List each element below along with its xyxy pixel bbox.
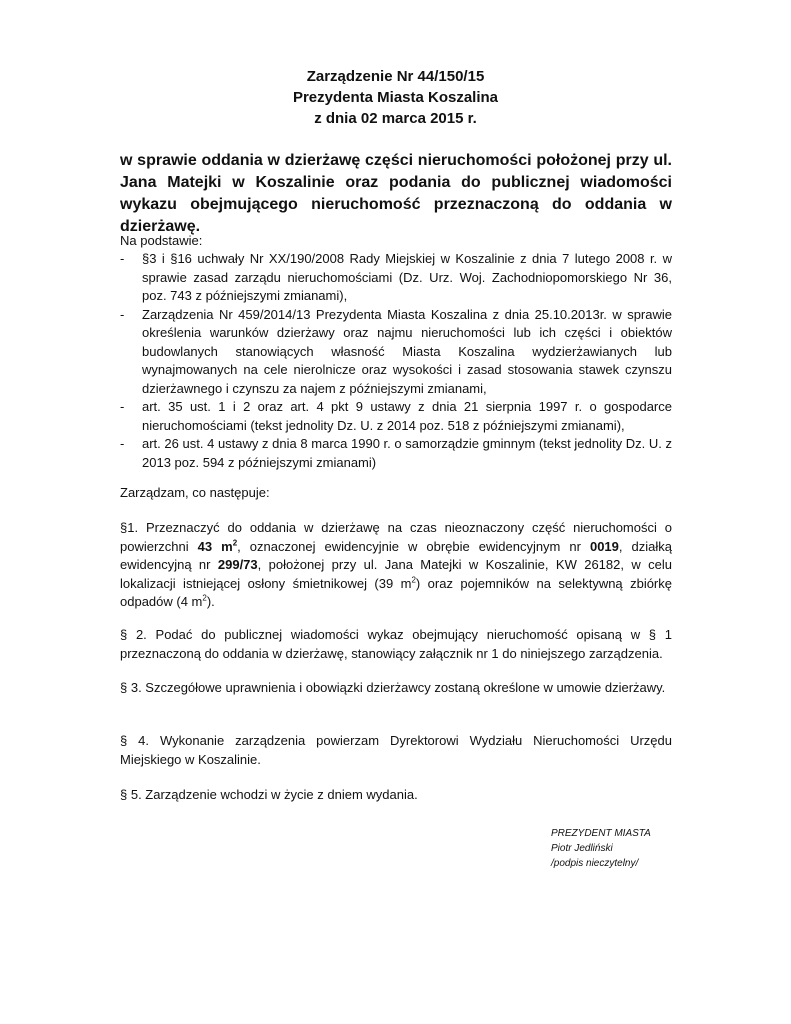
- legal-basis-item: [120, 250, 672, 306]
- signature-note: /podpis nieczytelny/: [551, 858, 639, 869]
- paragraph-2: § 2. Podać do publicznej wiadomości wykaz obejmujący nieruchomość opisaną w § 1 przeznaczoną do oddania w dzierżawę, stanowiący załącznik nr 1 do niniejszego zarządzenia.: [120, 627, 672, 661]
- legal-basis-text: Zarządzenia Nr 459/2014/13 Prezydenta Miasta Koszalina z dnia 25.10.2013r. w sprawie określenia warunków dzierżawy oraz najmu nieruchomości lub ich części i obiektów budowlanych stanowiących własność Miasta Koszalina wydzierżawianych lub wynajmowanych na cele nierolnicze oraz wysokości i zasad stosowania stawek czynszu dzierżawnego i czynszu za najem z późniejszymi zmianami,: [142, 306, 672, 396]
- decree-intro: Zarządzam, co następuje:: [120, 485, 270, 500]
- paragraph-1-text: , oznaczonej ewidencyjnie w obrębie ewidencyjnym nr: [237, 538, 590, 554]
- issuer: Prezydenta Miasta Koszalina: [292, 89, 499, 106]
- ordinance-subject: w sprawie oddania w dzierżawę części nieruchomości położonej przy ul. Jana Matejki w Koszalinie oraz podania do publicznej wiadomości wykazu obejmującego nieruchomość przeznaczoną do oddania w dzierżawę.: [120, 152, 672, 235]
- paragraph-1-text: , działką ewidencyjną nr: [120, 538, 672, 572]
- list-bullet: -: [120, 306, 125, 322]
- legal-basis-text: art. 35 ust. 1 i 2 oraz art. 4 pkt 9 ustawy z dnia 21 sierpnia 1997 r. o gospodarce nieruchomościami (tekst jednolity Dz. U. z 2014 poz. 518 z późniejszymi zmianami),: [142, 399, 672, 433]
- area-number: 43 m: [197, 538, 233, 554]
- paragraph-5: § 5. Zarządzenie wchodzi w życie z dniem wydania.: [120, 787, 418, 802]
- legal-basis-text: §3 i §16 uchwały Nr XX/190/2008 Rady Miejskiej w Koszalinie z dnia 7 lutego 2008 r. w sprawie zasad zarządu nieruchomościami (Dz. Urz. Woj. Zachodniopomorskiego Nr 36, poz. 743 z późniejszymi zmianami),: [142, 251, 672, 303]
- paragraph-1-text: ) oraz pojemników na selektywną zbiórkę odpadów (4 m: [120, 575, 672, 609]
- superscript: 2: [411, 575, 416, 585]
- legal-basis-item: [120, 398, 672, 435]
- precinct-number: 0019: [589, 538, 619, 554]
- superscript: 2: [202, 593, 207, 603]
- signature-block: [551, 826, 651, 871]
- ordinance-number: Zarządzenie Nr 44/150/15: [306, 68, 485, 85]
- list-bullet: -: [120, 436, 125, 451]
- area-value: [198, 539, 237, 554]
- paragraph-1-text: , położonej przy ul. Jana Matejki w Koszalinie, KW 26182, w celu lokalizacji istniejącej osłony śmietnikowej (39 m: [120, 557, 672, 591]
- superscript: 2: [232, 538, 238, 548]
- list-bullet: -: [120, 251, 125, 266]
- paragraph-1-text: §1. Przeznaczyć do oddania w dzierżawę na czas nieoznaczony część nieruchomości o powierzchni: [120, 520, 672, 554]
- issue-date: z dnia 02 marca 2015 r.: [314, 110, 477, 127]
- list-bullet: -: [120, 399, 125, 414]
- paragraph-1: [120, 519, 672, 612]
- legal-basis-label: Na podstawie:: [120, 233, 203, 248]
- signature-name: Piotr Jedliński: [551, 843, 613, 854]
- paragraph-1-text: ).: [206, 594, 215, 609]
- parcel-number: 299/73: [217, 557, 258, 572]
- legal-basis-text: art. 26 ust. 4 ustawy z dnia 8 marca 1990 r. o samorządzie gminnym (tekst jednolity Dz. U. z 2013 poz. 594 z późniejszymi zmianami): [142, 436, 672, 470]
- paragraph-4: § 4. Wykonanie zarządzenia powierzam Dyrektorowi Wydziału Nieruchomości Urzędu Miejskiego w Koszalinie.: [120, 733, 672, 767]
- signature-title: PREZYDENT MIASTA: [551, 828, 651, 839]
- legal-basis-item: [120, 306, 672, 399]
- paragraph-3: § 3. Szczegółowe uprawnienia i obowiązki dzierżawcy zostaną określone w umowie dzierżawy.: [120, 680, 666, 695]
- legal-basis-list: [120, 250, 672, 472]
- document-header: [0, 66, 791, 129]
- legal-basis-item: [120, 435, 672, 472]
